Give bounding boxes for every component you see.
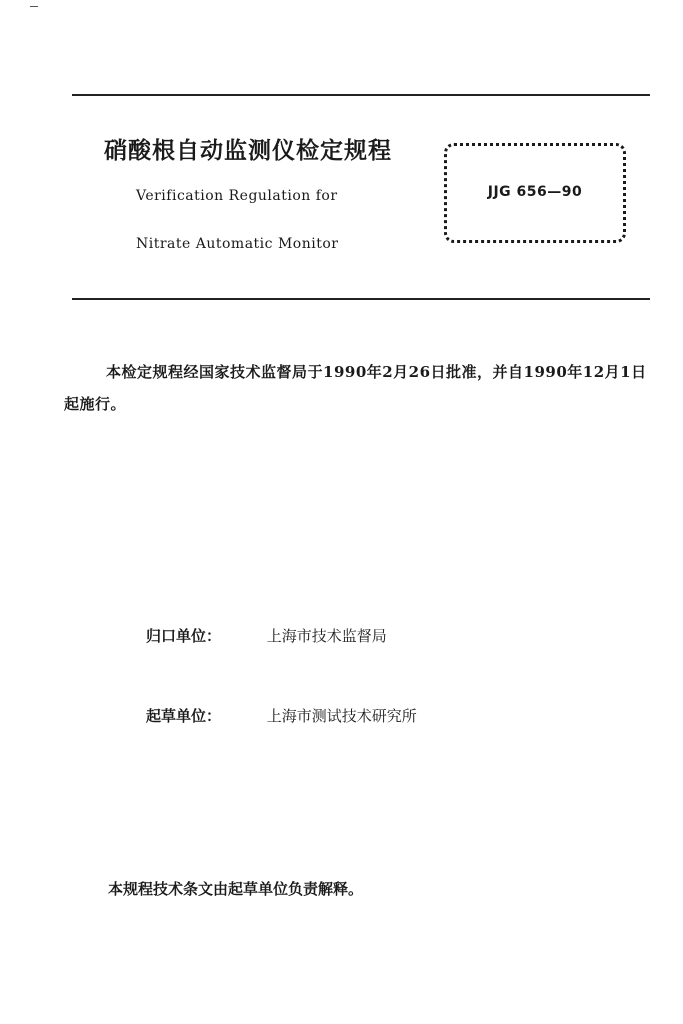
document-title-en-line1: Verification Regulation for <box>136 188 338 204</box>
responsible-unit-label: 归口单位： <box>146 627 222 645</box>
responsible-unit-value: 上海市技术监督局 <box>266 627 387 645</box>
standard-code-box <box>444 143 626 243</box>
drafting-unit-label: 起草单位： <box>146 707 222 725</box>
drafting-unit-row <box>146 705 417 726</box>
interpretation-note: 本规程技术条文由起草单位负责解释。 <box>108 880 364 898</box>
document-title-cn: 硝酸根自动监测仪检定规程 <box>104 137 392 164</box>
document-title-en-line2: Nitrate Automatic Monitor <box>136 236 339 252</box>
page-corner-mark <box>30 6 38 7</box>
standard-code: JJG 656—90 <box>487 184 583 200</box>
responsible-unit-row <box>146 625 387 646</box>
drafting-unit-value: 上海市测试技术研究所 <box>266 707 417 725</box>
top-rule <box>72 94 650 96</box>
bottom-rule <box>72 298 650 300</box>
approval-statement: 本检定规程经国家技术监督局于1990年2月26日批准，并自1990年12月1日起施行。 <box>64 363 647 413</box>
